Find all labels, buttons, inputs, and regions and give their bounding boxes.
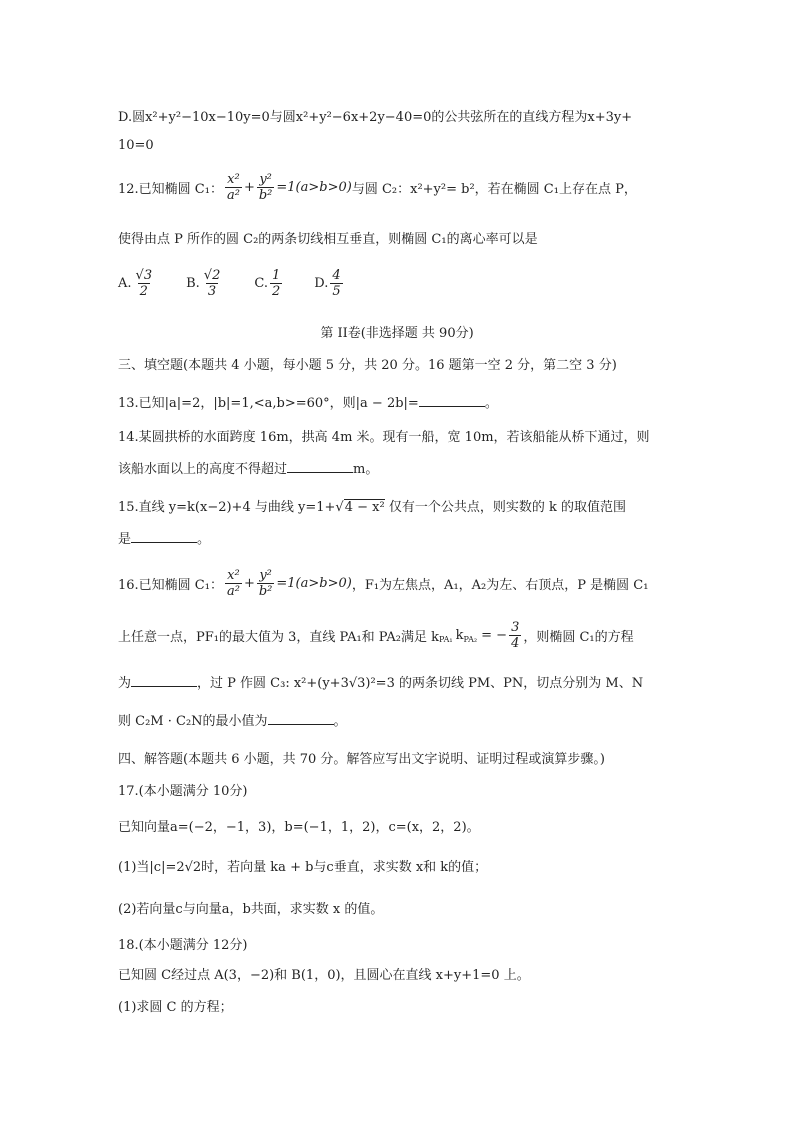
q16-answer-blank-1[interactable] <box>131 674 197 687</box>
q18-line1: 已知圆 C经过点 A(3，−2)和 B(1，0)，且圆心在直线 x+y+1=0 上。 <box>118 968 530 983</box>
q16-line3: 为 ，过 P 作圆 C₃: x²+(y+3√3)²=3 的两条切线 PM、PN，切点分别为 M、N <box>118 676 644 691</box>
q17-head: 17.(本小题满分 10分) <box>118 784 248 799</box>
q12-line1: 12.已知椭圆 C₁： $\frac{\text{x²}}{\text{a²}}$ + $\frac{\text{y²}}{\text{b²}}$ =1(a>b>0) 与圆 C₂：x²+y²= b²，若在椭圆 C₁上存在点 P， <box>118 172 637 203</box>
q16-line1: 16.已知椭圆 C₁： $\frac{\text{x²}}{\text{a²}}$ + $\frac{\text{y²}}{\text{b²}}$ =1(a>b>0) ，F₁为左焦点，A₁，A₂为左、右顶点，P 是椭圆 C₁ <box>118 568 649 599</box>
q12-option-a: A. $\frac{√3}{2}$ <box>118 268 153 299</box>
q13-answer-blank[interactable] <box>419 394 485 407</box>
q18-line2: (1)求圆 C 的方程； <box>118 1000 233 1015</box>
q14-answer-blank[interactable] <box>287 460 353 473</box>
q17-line1: 已知向量a=(−2，−1，3)，b=(−1，1，2)，c=(x，2，2)。 <box>118 820 480 835</box>
q11-option-d-line2: 10=0 <box>118 138 154 153</box>
part-3-heading: 三、填空题(本题共 4 小题，每小题 5 分，共 20 分。16 题第一空 2 分，第二空 3 分) <box>118 358 617 373</box>
section-2-title: 第 II卷(非选择题 共 90分) <box>320 326 474 341</box>
q12-option-d: D. $\frac{4}{5}$ <box>314 268 341 299</box>
q12-option-c: C. $\frac{1}{2}$ <box>254 268 281 299</box>
q15-line1: 15.直线 y=k(x−2)+4 与曲线 y=1+√4 − x² 仅有一个公共点，则实数的 k 的取值范围 <box>118 500 626 515</box>
q14-line1: 14.某圆拱桥的水面跨度 16m，拱高 4m 米。现有一船，宽 10m，若该船能从桥下通过，则 <box>118 430 650 445</box>
q11-option-d-line1: D.圆x²+y²−10x−10y=0与圆x²+y²−6x+2y−40=0的公共弦所在的直线方程为x+3y+ <box>118 110 633 125</box>
q16-line2: 上任意一点，PF₁的最大值为 3，直线 PA₁和 PA₂满足 k $_{PA_1}$ k $_{PA_2}$ = − $\frac{3}{4}$ ，则椭圆 C₁的方程 <box>118 620 634 651</box>
q16-slope-fraction: $\frac{3}{4}$ <box>511 620 520 651</box>
q12-option-b: B. $\frac{√2}{3}$ <box>186 268 221 299</box>
ellipse-y-term: $\frac{\text{y²}}{\text{b²}}$ <box>258 172 273 203</box>
q14-line2: 该船水面以上的高度不得超过 m。 <box>118 462 379 477</box>
q18-head: 18.(本小题满分 12分) <box>118 938 248 953</box>
q12-options <box>118 268 375 299</box>
q17-line2: (1)当|c|=2√2时，若向量 ka + b与c垂直，求实数 x和 k的值； <box>118 860 488 875</box>
q12-cond: =1(a>b>0) <box>276 180 352 195</box>
q16-line4: 则 C₂M · C₂N的最小值为 。 <box>118 714 347 729</box>
q12-mid: 与圆 C₂：x²+y²= b²，若在椭圆 C₁上存在点 P， <box>351 182 637 197</box>
part-4-heading: 四、解答题(本题共 6 小题，共 70 分。解答应写出文字说明、证明过程或演算步骤。) <box>118 752 605 767</box>
ellipse-x-term: $\frac{\text{x²}}{\text{a²}}$ <box>226 172 240 203</box>
q12-line2: 使得由点 P 所作的圆 C₂的两条切线相互垂直，则椭圆 C₁的离心率可以是 <box>118 232 538 247</box>
q12-pre: 12.已知椭圆 C₁： <box>118 182 223 197</box>
q17-line3: (2)若向量c与向量a，b共面，求实数 x 的值。 <box>118 902 384 917</box>
q15-line2: 是 。 <box>118 532 211 547</box>
q15-answer-blank[interactable] <box>131 530 197 543</box>
q16-answer-blank-2[interactable] <box>268 712 334 725</box>
q13: 13.已知|a|=2，|b|=1,<a,b>=60°，则|a − 2b|= 。 <box>118 396 498 411</box>
